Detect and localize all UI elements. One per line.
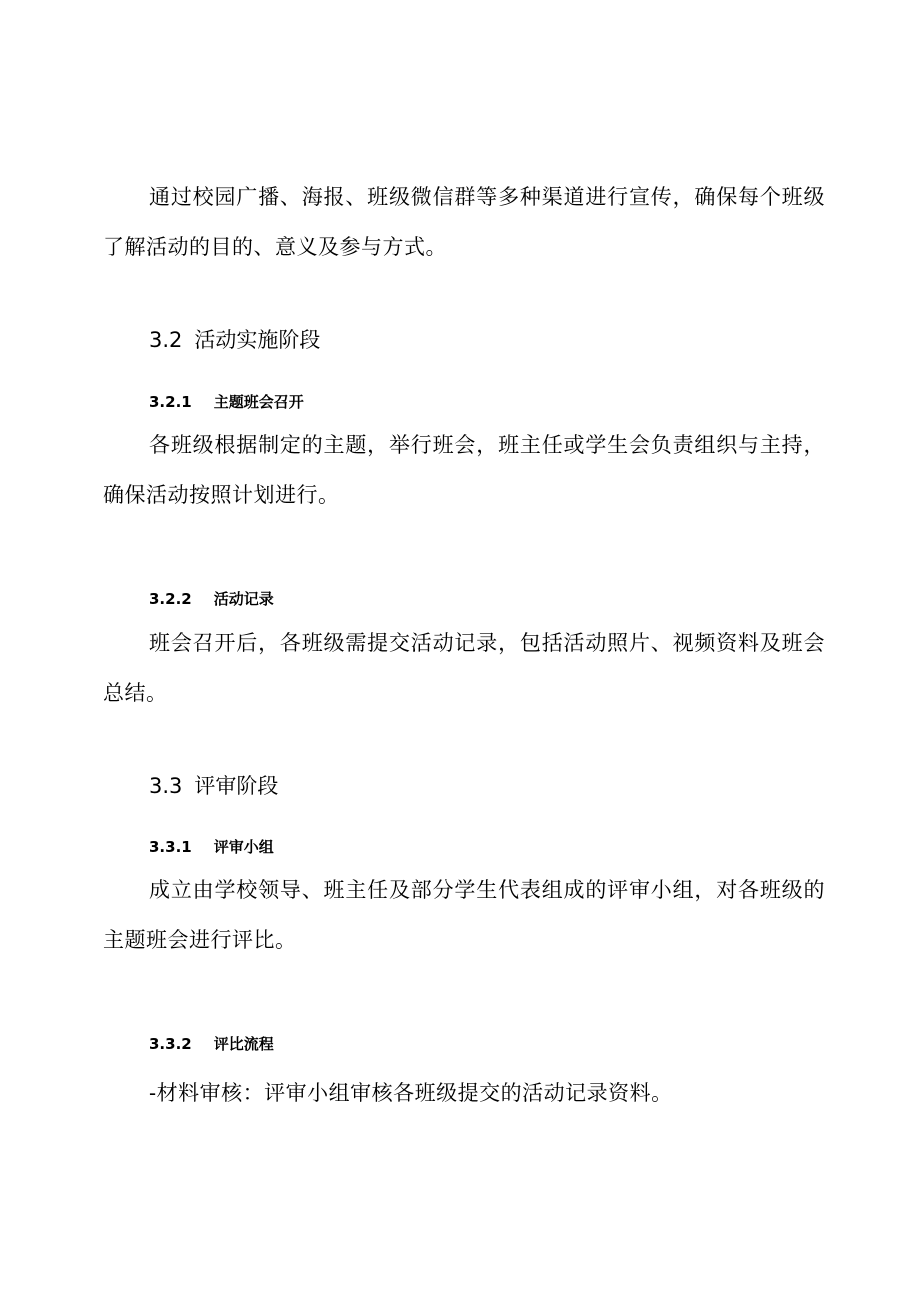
subsection-3-3-1-number: 3.3.1 bbox=[149, 838, 192, 856]
subsection-3-2-1-title: 主题班会召开 bbox=[213, 393, 304, 411]
subsection-3-3-1-body: 成立由学校领导、班主任及部分学生代表组成的评审小组，对各班级的主题班会进行评比。 bbox=[103, 878, 825, 952]
subsection-3-2-1-number: 3.2.1 bbox=[149, 393, 192, 411]
section-3-3-number: 3.3 bbox=[149, 774, 183, 798]
subsection-3-2-1-body: 各班级根据制定的主题，举行班会，班主任或学生会负责组织与主持，确保活动按照计划进行。 bbox=[103, 433, 825, 507]
evaluation-step-1: -材料审核：评审小组审核各班级提交的活动记录资料。 bbox=[149, 1081, 673, 1105]
subsection-3-2-2-title: 活动记录 bbox=[213, 590, 274, 608]
subsection-3-3-2-number: 3.3.2 bbox=[149, 1035, 192, 1053]
section-3-3-heading bbox=[149, 771, 278, 801]
subsection-3-2-2-body: 班会召开后，各班级需提交活动记录，包括活动照片、视频资料及班会总结。 bbox=[103, 631, 825, 705]
subsection-3-3-2-heading bbox=[149, 1033, 274, 1055]
subsection-3-2-1-heading bbox=[149, 391, 304, 413]
subsection-3-3-2-title: 评比流程 bbox=[213, 1035, 274, 1053]
intro-paragraph: 通过校园广播、海报、班级微信群等多种渠道进行宣传，确保每个班级了解活动的目的、意义及参与方式。 bbox=[103, 185, 825, 259]
subsection-3-2-2-number: 3.2.2 bbox=[149, 590, 192, 608]
section-3-3-title: 评审阶段 bbox=[194, 774, 279, 798]
subsection-3-3-1-heading bbox=[149, 836, 274, 858]
section-3-2-heading bbox=[149, 325, 320, 355]
subsection-3-2-2-heading bbox=[149, 588, 274, 610]
section-3-2-title: 活动实施阶段 bbox=[194, 328, 321, 352]
section-3-2-number: 3.2 bbox=[149, 328, 183, 352]
subsection-3-3-1-title: 评审小组 bbox=[213, 838, 274, 856]
